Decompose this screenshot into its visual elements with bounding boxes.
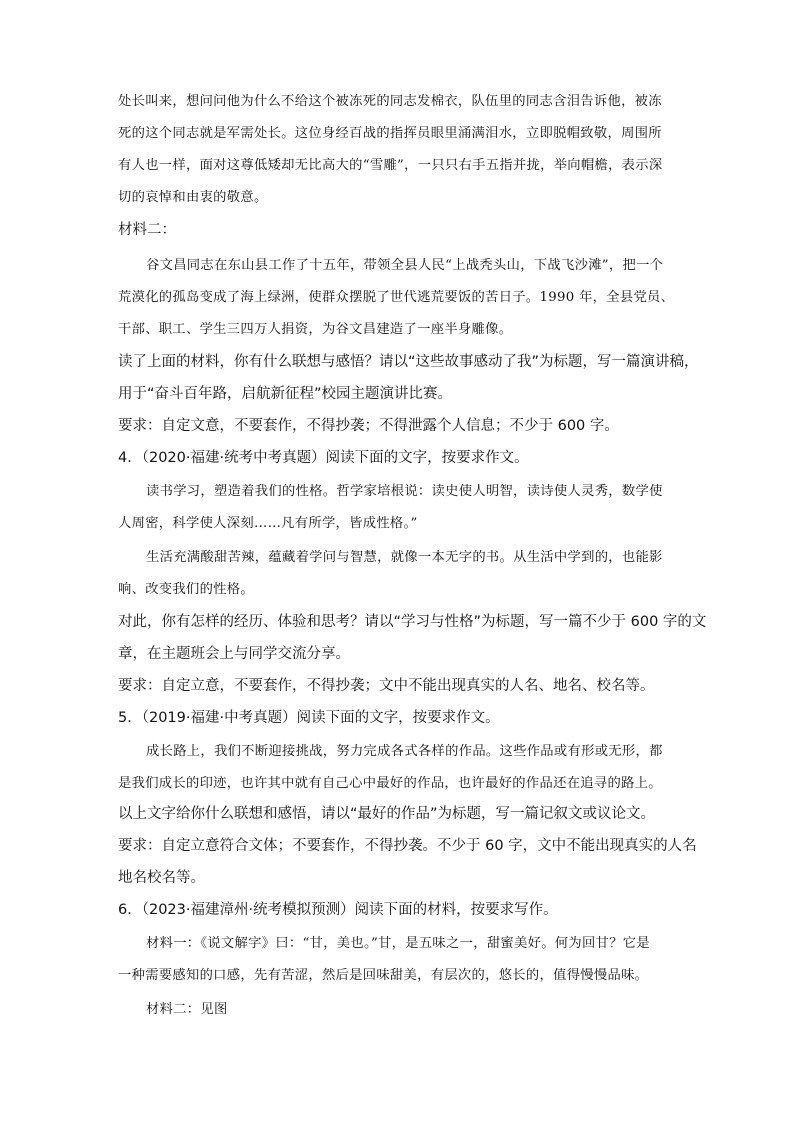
paragraph-line: 响、改变我们的性格。 xyxy=(118,582,254,597)
paragraph-line: 有人也一样，面对这尊低矮却无比高大的“雪雕”，一只只右手五指并拢，举向帽檐，表示深 xyxy=(118,158,663,173)
question-3-prompt: 用于“奋斗百年路，启航新征程”校园主题演讲比赛。 xyxy=(118,386,453,402)
question-3-requirement: 要求：自定文意，不要套作，不得抄袭；不得泄露个人信息；不少于 600 字。 xyxy=(118,418,619,434)
paragraph-line: 干部、职工、学生三四万人捐资，为谷文昌建造了一座半身雕像。 xyxy=(118,322,513,337)
question-3-prompt: 读了上面的材料，你有什么联想与感悟？请以“这些故事感动了我”为标题，写一篇演讲稿， xyxy=(118,354,699,370)
paragraph-line: 人周密，科学使人深刻……凡有所学，皆成性格。” xyxy=(118,516,418,531)
paragraph-line: 成长路上，我们不断迎接挑战，努力完成各式各样的作品。这些作品或有形或无形，都 xyxy=(146,744,663,759)
paragraph-line: 一种需要感知的口感，先有苦涩，然后是回味甜美，有层次的，悠长的，值得慢慢品味。 xyxy=(118,968,649,983)
material-2-see-figure: 材料二：见图 xyxy=(146,1002,228,1017)
paragraph-line: 谷文昌同志在东山县工作了十五年，带领全县人民“上战秃头山，下战飞沙滩”，把一个 xyxy=(146,258,664,273)
paragraph-line: 荒漠化的孤岛变成了海上绿洲，使群众摆脱了世代逃荒要饭的苦日子。1990 年，全县党员、 xyxy=(118,290,675,305)
paragraph-line: 材料一：《说文解字》曰：“甘，美也。”甘，是五味之一，甜蜜美好。何为回甘？它是 xyxy=(146,936,650,951)
paragraph-line: 读书学习，塑造着我们的性格。哲学家培根说：读史使人明智，读诗使人灵秀，数学使 xyxy=(146,484,663,499)
question-4-prompt: 章，在主题班会上与同学交流分享。 xyxy=(118,646,350,662)
question-4-prompt: 对此，你有怎样的经历、体验和思考？请以“学习与性格”为标题，写一篇不少于 600 字的文 xyxy=(118,614,707,630)
question-4-title: 4．（2020·福建·统考中考真题）阅读下面的文字，按要求作文。 xyxy=(118,450,529,466)
question-6-title: 6．（2023·福建漳州·统考模拟预测）阅读下面的材料，按要求写作。 xyxy=(118,902,558,918)
paragraph-line: 是我们成长的印迹，也许其中就有自己心中最好的作品，也许最好的作品还在追寻的路上。 xyxy=(118,776,662,791)
question-5-requirement: 要求：自定立意符合文体；不要套作，不得抄袭。不少于 60 字，文中不能出现真实的人名 xyxy=(118,838,697,854)
paragraph-line: 死的这个同志就是军需处长。这位身经百战的指挥员眼里涌满泪水，立即脱帽致敬，周围所 xyxy=(118,126,662,141)
question-5-prompt: 以上文字给你什么联想和感悟，请以“最好的作品”为标题，写一篇记叙文或议论文。 xyxy=(118,806,656,822)
paragraph-line: 处长叫来，想问问他为什么不给这个被冻死的同志发棉衣，队伍里的同志含泪告诉他，被冻 xyxy=(118,94,662,109)
paragraph-line: 生活充满酸甜苦辣，蕴藏着学问与智慧，就像一本无字的书。从生活中学到的，也能影 xyxy=(146,550,663,565)
question-5-requirement: 地名校名等。 xyxy=(118,870,205,886)
question-5-title: 5．（2019·福建·中考真题）阅读下面的文字，按要求作文。 xyxy=(118,710,500,726)
material-2-label: 材料二： xyxy=(118,222,176,238)
question-4-requirement: 要求：自定立意，不要套作，不得抄袭；文中不能出现真实的人名、地名、校名等。 xyxy=(118,678,655,694)
paragraph-line: 切的哀悼和由衷的敬意。 xyxy=(118,190,268,205)
